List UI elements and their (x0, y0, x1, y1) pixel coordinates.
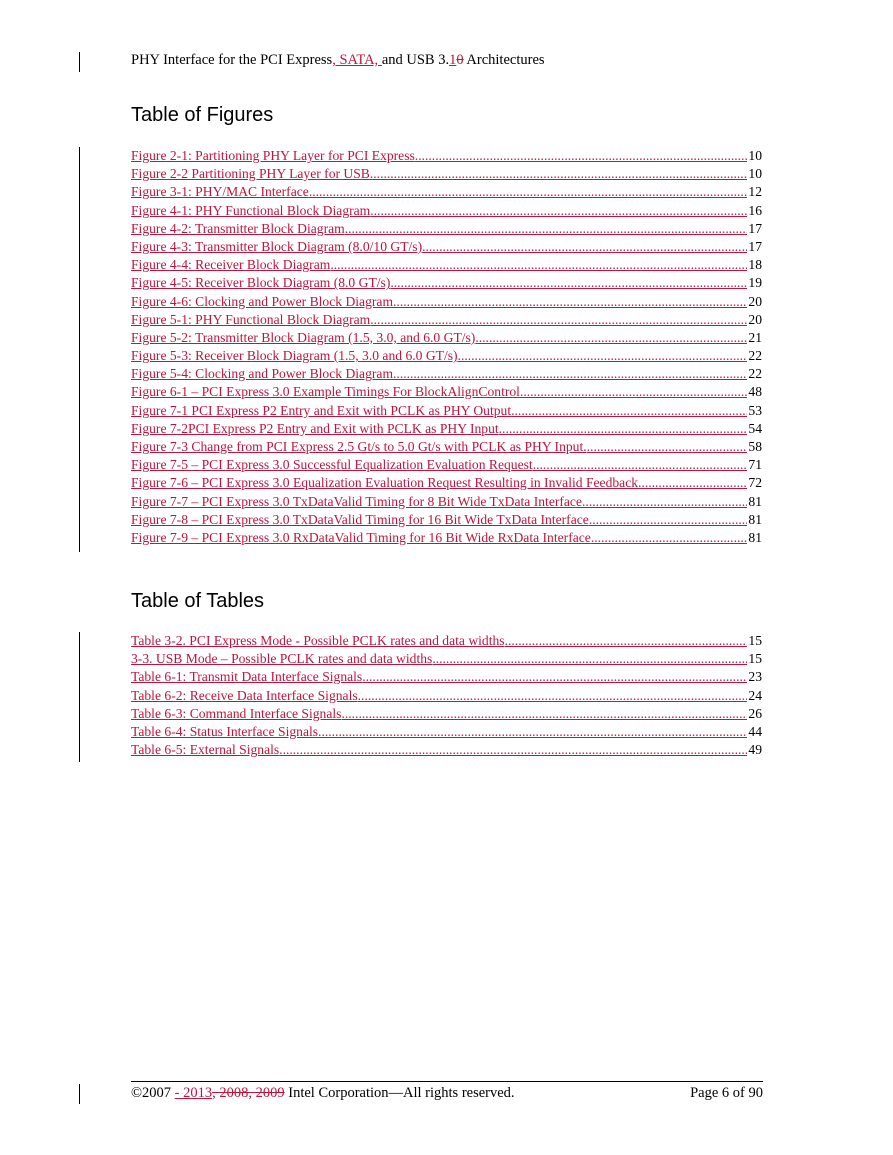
figure-entry[interactable] (131, 402, 762, 420)
table-of-tables-list (131, 632, 762, 759)
figure-entry-page: 81 (748, 493, 762, 509)
table-of-figures-list (131, 147, 762, 547)
dot-leader (582, 493, 747, 511)
table-entry-page: 15 (748, 651, 762, 667)
footer-copyright-a: ©2007 (131, 1085, 175, 1101)
dot-leader (390, 274, 747, 292)
dot-leader (309, 183, 748, 201)
table-entry[interactable] (131, 668, 762, 686)
header-inserted-text: , SATA, (332, 52, 382, 68)
footer-copyright-b: Intel Corporation—All rights reserved. (284, 1085, 515, 1101)
figure-entry-page: 21 (748, 329, 762, 345)
figure-entry[interactable] (131, 256, 762, 274)
dot-leader (393, 365, 747, 383)
table-entry[interactable] (131, 687, 762, 705)
figures-change-bar (79, 147, 80, 552)
figure-entry-page: 12 (748, 184, 762, 200)
figure-entry[interactable] (131, 202, 762, 220)
figure-entry[interactable] (131, 220, 762, 238)
dot-leader (279, 741, 747, 759)
header-text-b: and USB 3. (381, 52, 450, 68)
figure-entry[interactable] (131, 274, 762, 292)
figure-entry-link[interactable]: Figure 6-1 – PCI Express 3.0 Example Timings For BlockAlignControl (131, 384, 520, 400)
figure-entry-link[interactable]: Figure 7-2PCI Express P2 Entry and Exit with PCLK as PHY Input (131, 420, 499, 436)
figure-entry-link[interactable]: Figure 3-1: PHY/MAC Interface (131, 184, 309, 200)
figure-entry-page: 22 (748, 366, 762, 382)
figure-entry[interactable] (131, 420, 762, 438)
table-entry-page: 44 (748, 723, 762, 739)
dot-leader (362, 668, 747, 686)
dot-leader (415, 147, 748, 165)
figure-entry-link[interactable]: Figure 4-2: Transmitter Block Diagram (131, 220, 345, 236)
dot-leader (370, 165, 748, 183)
table-entry[interactable] (131, 723, 762, 741)
footer-deleted-years: , 2008, 2009 (212, 1085, 285, 1101)
footer-change-bar (79, 1084, 80, 1104)
table-entry-page: 23 (748, 669, 762, 685)
dot-leader (422, 238, 747, 256)
dot-leader (591, 529, 748, 547)
table-entry-link[interactable]: Table 6-5: External Signals (131, 742, 280, 758)
dot-leader (370, 202, 747, 220)
dot-leader (587, 438, 748, 456)
figure-entry-page: 48 (748, 384, 762, 400)
figure-entry[interactable] (131, 456, 762, 474)
figure-entry-page: 20 (748, 311, 762, 327)
figure-entry-link[interactable]: Figure 7-6 – PCI Express 3.0 Equalization Evaluation Request Resulting in Invalid Feedback (131, 475, 639, 491)
figure-entry-link[interactable]: Figure 7-9 – PCI Express 3.0 RxDataValid Timing for 16 Bit Wide RxData Interface (131, 529, 591, 545)
dot-leader (341, 705, 747, 723)
figure-entry-page: 17 (748, 220, 762, 236)
table-entry-page: 15 (748, 633, 762, 648)
dot-leader (330, 256, 747, 274)
dot-leader (511, 402, 747, 420)
figure-entry-link[interactable]: Figure 4-4: Receiver Block Diagram (131, 257, 331, 273)
figure-entry-page: 81 (748, 511, 762, 527)
figure-entry-link[interactable]: Figure 2-2 Partitioning PHY Layer for USB (131, 166, 370, 182)
table-of-figures-title: Table of Figures (131, 104, 274, 126)
figure-entry[interactable] (131, 493, 762, 511)
dot-leader (432, 650, 747, 668)
table-entry-link[interactable]: Table 6-2: Receive Data Interface Signals (131, 687, 358, 703)
figure-entry-page: 22 (748, 348, 762, 364)
figure-entry[interactable] (131, 165, 762, 183)
figure-entry-link[interactable]: Figure 4-3: Transmitter Block Diagram (8.0/10 GT/s) (131, 238, 423, 254)
figure-entry-page: 54 (748, 420, 762, 436)
figure-entry-page: 10 (748, 148, 762, 163)
figure-entry[interactable] (131, 329, 762, 347)
figure-entry[interactable] (131, 511, 762, 529)
figure-entry[interactable] (131, 147, 762, 165)
figure-entry-page: 18 (748, 257, 762, 273)
figure-entry-link[interactable]: Figure 7-1 PCI Express P2 Entry and Exit with PCLK as PHY Output (131, 402, 512, 418)
table-entry-page: 24 (748, 687, 762, 703)
figure-entry-link[interactable]: Figure 7-5 – PCI Express 3.0 Successful Equalization Evaluation Request (131, 457, 533, 473)
figure-entry[interactable] (131, 238, 762, 256)
dot-leader (345, 220, 748, 238)
figure-entry[interactable] (131, 347, 762, 365)
figure-entry[interactable] (131, 383, 762, 401)
figure-entry-link[interactable]: Figure 5-2: Transmitter Block Diagram (1.5, 3.0, and 6.0 GT/s) (131, 329, 476, 345)
table-entry[interactable] (131, 741, 762, 759)
dot-leader (318, 723, 747, 741)
figure-entry[interactable] (131, 293, 762, 311)
figure-entry-link[interactable]: Figure 2-1: Partitioning PHY Layer for PCI Express (131, 148, 415, 163)
dot-leader (393, 293, 747, 311)
figure-entry-link[interactable]: Figure 5-3: Receiver Block Diagram (1.5, 3.0 and 6.0 GT/s) (131, 348, 458, 364)
footer-inserted-year: - 2013 (174, 1085, 213, 1101)
footer-rule (131, 1081, 763, 1082)
figure-entry-page: 17 (748, 238, 762, 254)
figure-entry-page: 72 (748, 475, 762, 491)
figure-entry-page: 81 (748, 529, 762, 545)
table-entry[interactable] (131, 632, 762, 650)
table-entry-link[interactable]: Table 6-1: Transmit Data Interface Signals (131, 669, 363, 685)
figure-entry[interactable] (131, 365, 762, 383)
dot-leader (638, 474, 747, 492)
figure-entry[interactable] (131, 311, 762, 329)
table-entry-page: 49 (748, 742, 762, 758)
table-entry-link[interactable]: Table 6-4: Status Interface Signals (131, 723, 319, 739)
dot-leader (475, 329, 747, 347)
page-header (131, 52, 545, 69)
figure-entry[interactable] (131, 474, 762, 492)
figure-entry-link[interactable]: Figure 7-7 – PCI Express 3.0 TxDataValid Timing for 8 Bit Wide TxData Interface (131, 493, 583, 509)
dot-leader (358, 687, 748, 705)
figure-entry-link[interactable]: Figure 7-3 Change from PCI Express 2.5 Gt/s to 5.0 Gt/s with PCLK as PHY Input. (131, 439, 587, 454)
table-of-tables-title: Table of Tables (131, 590, 265, 612)
figure-entry-page: 19 (748, 275, 762, 291)
figure-entry-page: 58 (748, 439, 762, 454)
dot-leader (589, 511, 748, 529)
figure-entry-page: 20 (748, 293, 762, 309)
header-text-a: PHY Interface for the PCI Express (131, 52, 333, 68)
figure-entry-link[interactable]: Figure 4-1: PHY Functional Block Diagram (131, 202, 371, 218)
figure-entry-page: 71 (748, 457, 762, 473)
table-entry-link[interactable]: Table 6-3: Command Interface Signals (131, 705, 342, 721)
dot-leader (533, 456, 748, 474)
header-deleted-version: 0 (456, 52, 464, 68)
figure-entry[interactable] (131, 529, 762, 547)
table-entry[interactable] (131, 705, 762, 723)
table-entry-link[interactable]: Table 3-2. PCI Express Mode - Possible PCLK rates and data widths (131, 633, 505, 648)
figure-entry-link[interactable]: Figure 5-4: Clocking and Power Block Diagram (131, 366, 394, 382)
figure-entry-link[interactable]: Figure 4-5: Receiver Block Diagram (8.0 GT/s) (131, 275, 391, 291)
figure-entry[interactable] (131, 183, 762, 201)
table-entry[interactable] (131, 650, 762, 668)
footer-copyright (131, 1085, 515, 1102)
figure-entry-link[interactable]: Figure 5-1: PHY Functional Block Diagram (131, 311, 371, 327)
figure-entry-link[interactable]: Figure 7-8 – PCI Express 3.0 TxDataValid Timing for 16 Bit Wide TxData Interface (131, 511, 589, 527)
table-entry-link[interactable]: 3-3. USB Mode – Possible PCLK rates and data widths (131, 651, 433, 667)
figure-entry-page: 53 (748, 402, 762, 418)
page-number: Page 6 of 90 (690, 1085, 763, 1101)
figure-entry-link[interactable]: Figure 4-6: Clocking and Power Block Diagram (131, 293, 394, 309)
tables-change-bar (79, 632, 80, 762)
header-change-bar (79, 52, 80, 72)
page-footer (131, 1085, 763, 1102)
dot-leader (458, 347, 748, 365)
dot-leader (520, 383, 747, 401)
dot-leader (505, 632, 748, 650)
dot-leader (370, 311, 747, 329)
header-text-c: Architectures (463, 52, 545, 68)
figure-entry-page: 10 (748, 166, 762, 182)
dot-leader (499, 420, 748, 438)
figure-entry[interactable] (131, 438, 762, 456)
table-entry-page: 26 (748, 705, 762, 721)
header-inserted-version: 1 (449, 52, 457, 68)
figure-entry-page: 16 (748, 202, 762, 218)
